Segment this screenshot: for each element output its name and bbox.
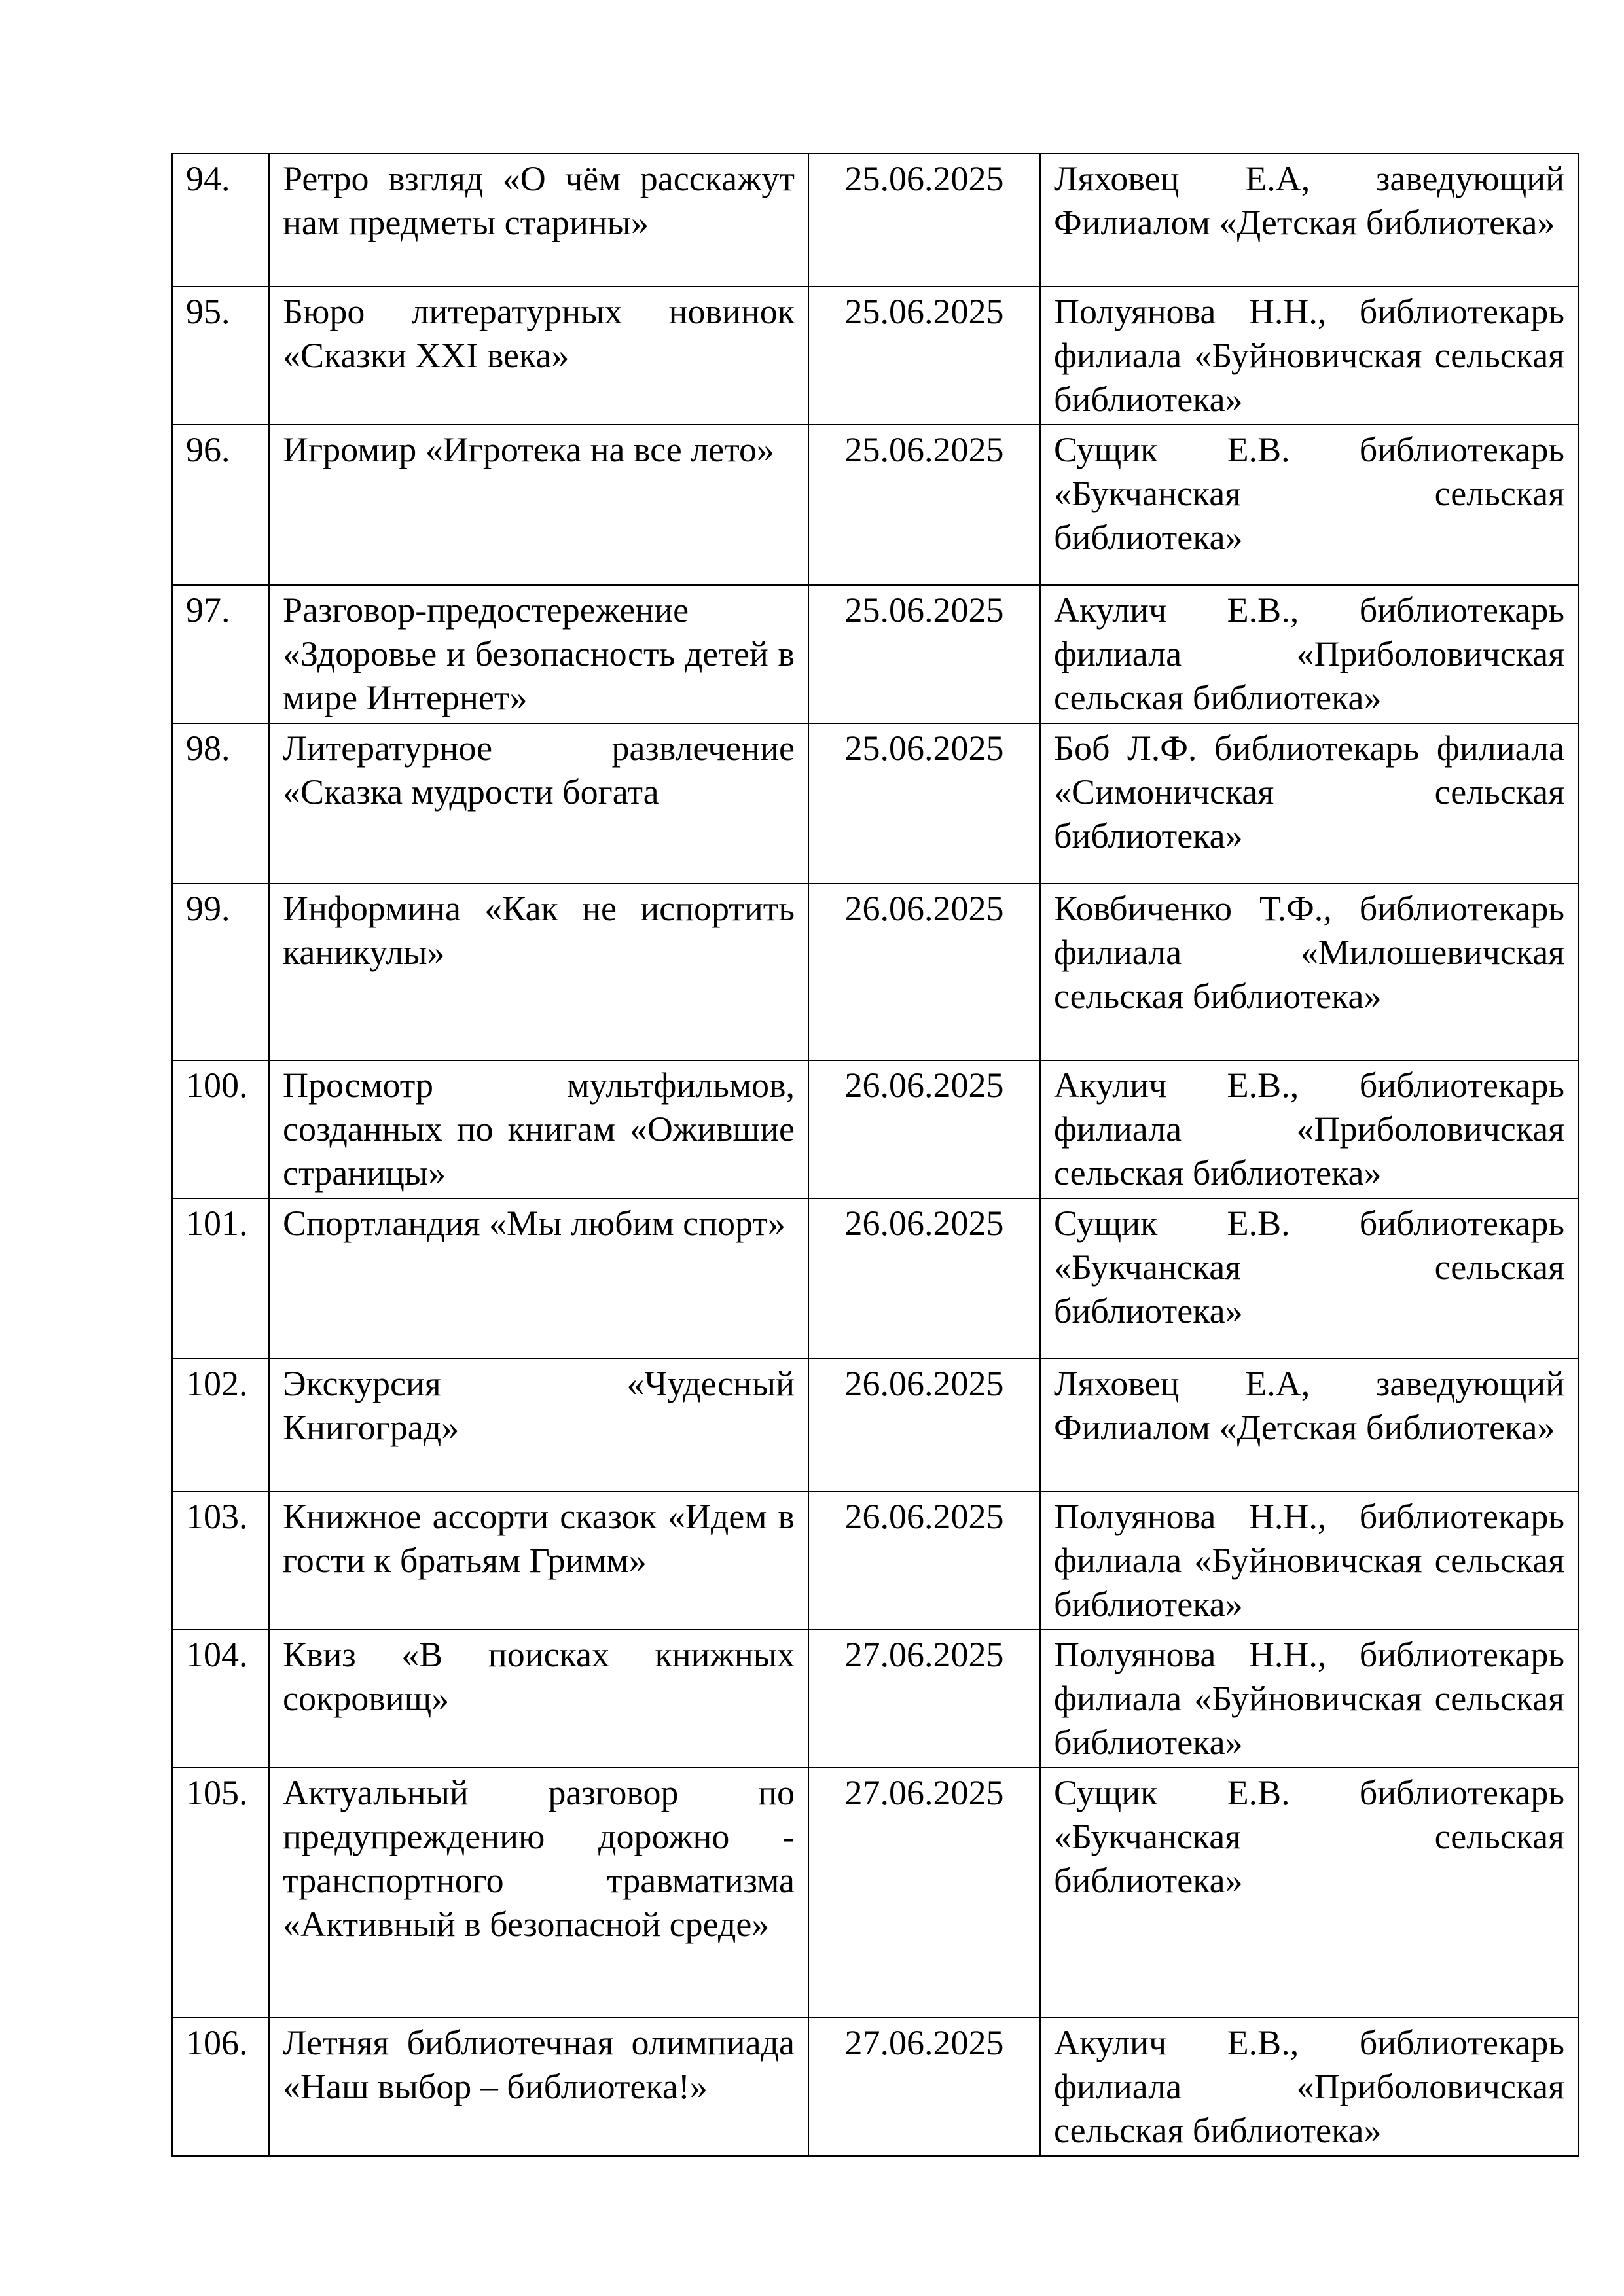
events-table (171, 153, 1579, 2157)
table-row (172, 425, 1578, 585)
event-title: Бюро литературных новинок «Сказки XXI века» (269, 287, 808, 425)
event-title: Игромир «Игротека на все лето» (269, 425, 808, 585)
event-title: Разговор-предостережение «Здоровье и безопасность детей в мире Интернет» (269, 585, 808, 723)
event-title: Литературное развлечение «Сказка мудрости богата (269, 723, 808, 884)
event-title: Актуальный разговор по предупреждению дорожно - транспортного травматизма «Активный в безопасной среде» (269, 1768, 808, 2018)
event-date: 25.06.2025 (808, 425, 1040, 585)
event-responsible: Полуянова Н.Н., библиотекарь филиала «Буйновичская сельская библиотека» (1040, 1630, 1578, 1768)
event-responsible: Сущик Е.В. библиотекарь «Букчанская сельская библиотека» (1040, 1198, 1578, 1359)
event-date: 25.06.2025 (808, 585, 1040, 723)
event-responsible: Ляховец Е.А, заведующий Филиалом «Детская библиотека» (1040, 1359, 1578, 1492)
event-date: 26.06.2025 (808, 1492, 1040, 1630)
row-number: 94. (172, 154, 269, 287)
event-title: Спортландия «Мы любим спорт» (269, 1198, 808, 1359)
event-date: 26.06.2025 (808, 884, 1040, 1060)
table-row (172, 1198, 1578, 1359)
row-number: 97. (172, 585, 269, 723)
row-number: 99. (172, 884, 269, 1060)
table-row (172, 1359, 1578, 1492)
event-title: Информина «Как не испортить каникулы» (269, 884, 808, 1060)
event-responsible: Боб Л.Ф. библиотекарь филиала «Симоничская сельская библиотека» (1040, 723, 1578, 884)
table-row (172, 287, 1578, 425)
event-title: Книжное ассорти сказок «Идем в гости к братьям Гримм» (269, 1492, 808, 1630)
row-number: 105. (172, 1768, 269, 2018)
row-number: 103. (172, 1492, 269, 1630)
event-date: 26.06.2025 (808, 1060, 1040, 1198)
event-date: 27.06.2025 (808, 2018, 1040, 2156)
event-responsible: Сущик Е.В. библиотекарь «Букчанская сельская библиотека» (1040, 1768, 1578, 2018)
event-responsible: Ковбиченко Т.Ф., библиотекарь филиала «Милошевичская сельская библиотека» (1040, 884, 1578, 1060)
row-number: 104. (172, 1630, 269, 1768)
event-responsible: Полуянова Н.Н., библиотекарь филиала «Буйновичская сельская библиотека» (1040, 1492, 1578, 1630)
event-responsible: Полуянова Н.Н., библиотекарь филиала «Буйновичская сельская библиотека» (1040, 287, 1578, 425)
event-title: Летняя библиотечная олимпиада «Наш выбор – библиотека!» (269, 2018, 808, 2156)
event-date: 26.06.2025 (808, 1198, 1040, 1359)
row-number: 100. (172, 1060, 269, 1198)
row-number: 101. (172, 1198, 269, 1359)
table-row (172, 154, 1578, 287)
table-row (172, 884, 1578, 1060)
event-date: 27.06.2025 (808, 1768, 1040, 2018)
event-date: 25.06.2025 (808, 154, 1040, 287)
event-responsible: Акулич Е.В., библиотекарь филиала «Приболовичская сельская библиотека» (1040, 1060, 1578, 1198)
table-row (172, 1630, 1578, 1768)
table-row (172, 1060, 1578, 1198)
row-number: 102. (172, 1359, 269, 1492)
row-number: 96. (172, 425, 269, 585)
table-row (172, 585, 1578, 723)
row-number: 106. (172, 2018, 269, 2156)
event-date: 27.06.2025 (808, 1630, 1040, 1768)
table-row (172, 1768, 1578, 2018)
event-date: 25.06.2025 (808, 287, 1040, 425)
event-date: 26.06.2025 (808, 1359, 1040, 1492)
table-row (172, 723, 1578, 884)
event-responsible: Сущик Е.В. библиотекарь «Букчанская сельская библиотека» (1040, 425, 1578, 585)
event-responsible: Акулич Е.В., библиотекарь филиала «Приболовичская сельская библиотека» (1040, 2018, 1578, 2156)
event-title: Квиз «В поисках книжных сокровищ» (269, 1630, 808, 1768)
row-number: 95. (172, 287, 269, 425)
event-date: 25.06.2025 (808, 723, 1040, 884)
event-responsible: Акулич Е.В., библиотекарь филиала «Приболовичская сельская библиотека» (1040, 585, 1578, 723)
table-row (172, 1492, 1578, 1630)
event-responsible: Ляховец Е.А, заведующий Филиалом «Детская библиотека» (1040, 154, 1578, 287)
event-title: Ретро взгляд «О чём расскажут нам предметы старины» (269, 154, 808, 287)
table-row (172, 2018, 1578, 2156)
event-title: Просмотр мультфильмов, созданных по книгам «Ожившие страницы» (269, 1060, 808, 1198)
row-number: 98. (172, 723, 269, 884)
event-title: Экскурсия «Чудесный Книгоград» (269, 1359, 808, 1492)
